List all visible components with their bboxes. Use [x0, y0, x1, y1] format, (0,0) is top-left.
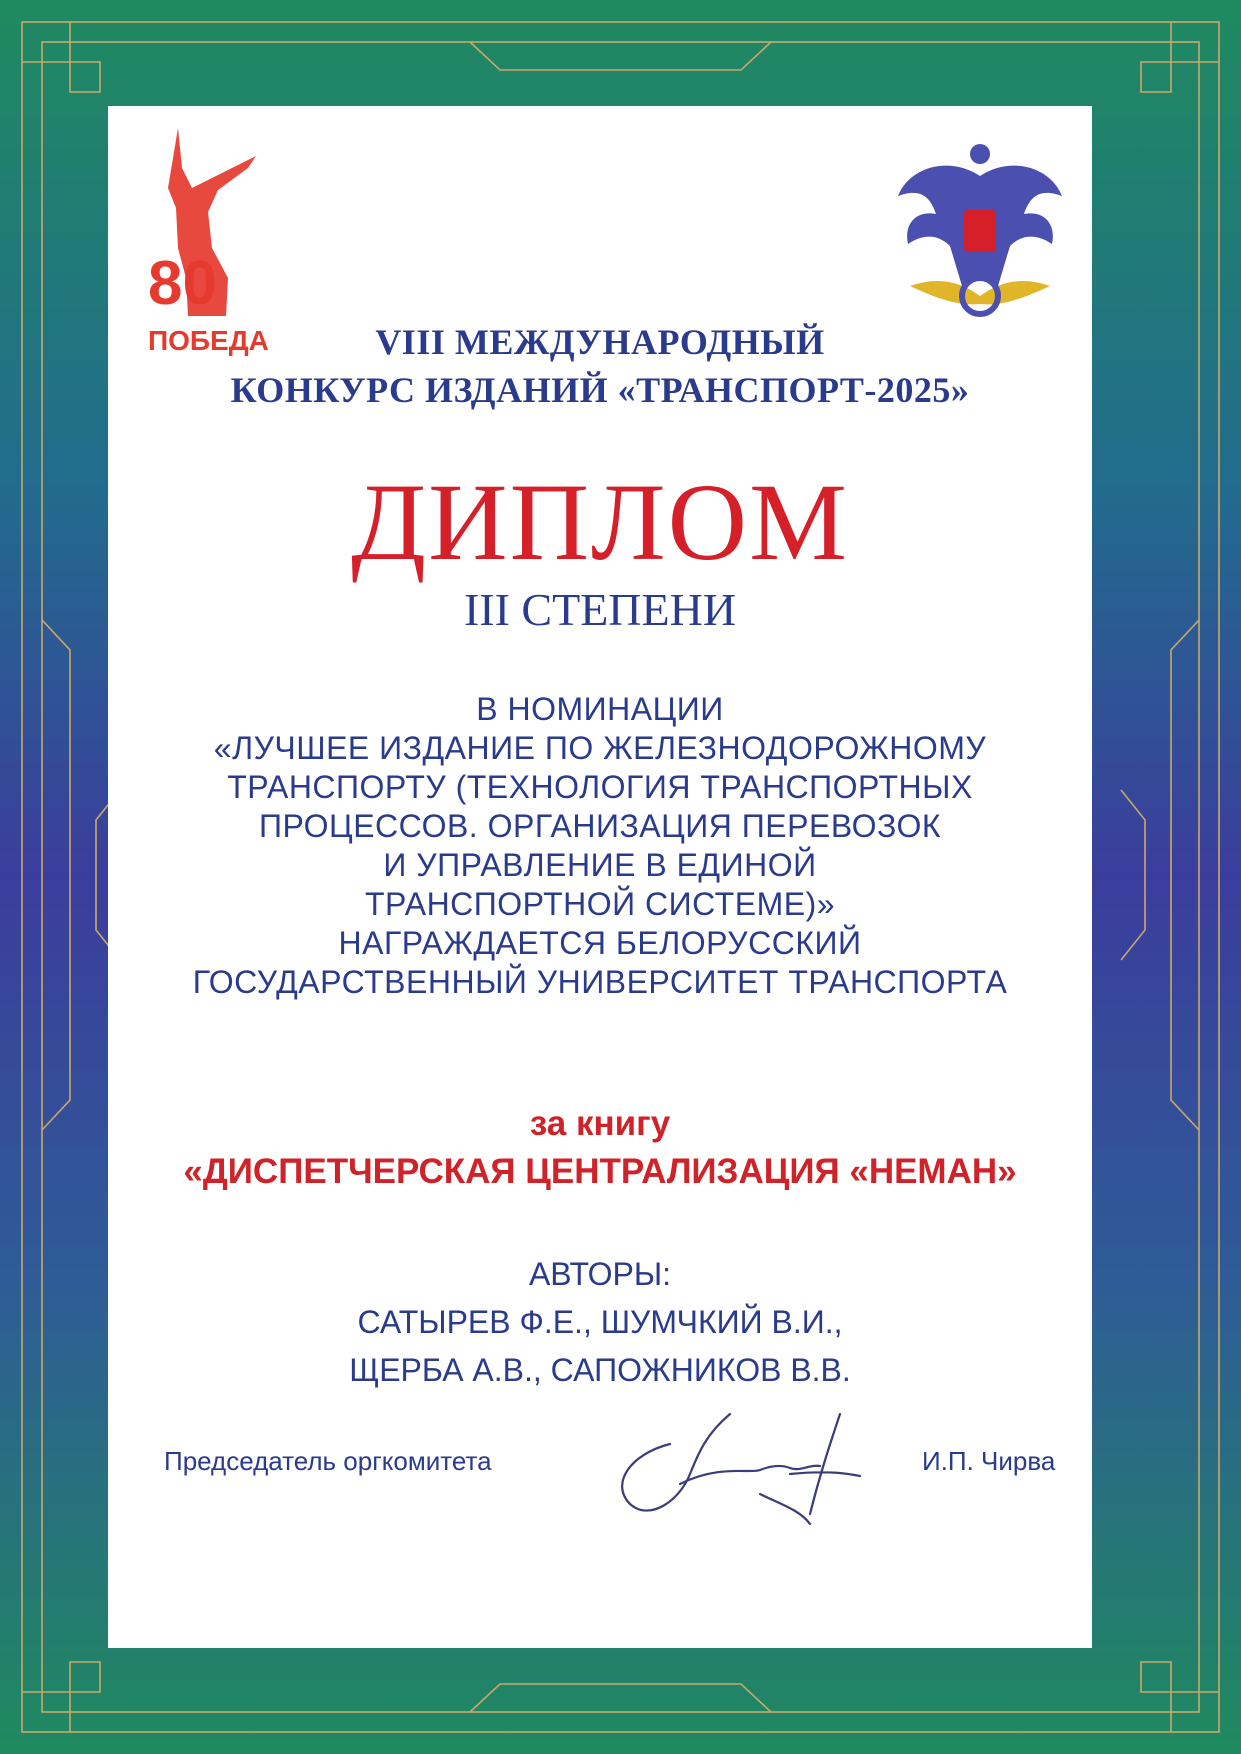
nomination-text	[108, 690, 1092, 1002]
svg-text:80: 80	[148, 249, 217, 318]
book-title-name: «ДИСПЕТЧЕРСКАЯ ЦЕНТРАЛИЗАЦИЯ «НЕМАН»	[183, 1152, 1017, 1191]
signatory-name: И.П. Чирва	[922, 1446, 1056, 1476]
nomination-line: В НОМИНАЦИИ	[476, 691, 724, 727]
authors-block	[108, 1250, 1092, 1394]
handwritten-signature	[610, 1404, 890, 1540]
double-headed-eagle-emblem-icon	[898, 144, 1062, 314]
nomination-line: ТРАНСПОРТНОЙ СИСТЕМЕ)»	[364, 886, 836, 922]
nomination-line: ТРАНСПОРТУ (ТЕХНОЛОГИЯ ТРАНСПОРТНЫХ	[227, 769, 973, 805]
authors-names: ЩЕРБА А.В., САПОЖНИКОВ В.В.	[349, 1352, 851, 1388]
nomination-line: ГОСУДАРСТВЕННЫЙ УНИВЕРСИТЕТ ТРАНСПОРТА	[192, 964, 1008, 1000]
transport-emblem-logo	[890, 136, 1070, 326]
nomination-line: «ЛУЧШЕЕ ИЗДАНИЕ ПО ЖЕЛЕЗНОДОРОЖНОМУ	[213, 730, 987, 766]
book-title-prefix: за книгу	[529, 1104, 671, 1143]
diploma-degree: III СТЕПЕНИ	[463, 584, 737, 635]
signatory-position: Председатель оргкомитета	[164, 1446, 492, 1476]
nomination-line: И УПРАВЛЕНИЕ В ЕДИНОЙ	[383, 847, 817, 883]
contest-title-line-1: VIII МЕЖДУНАРОДНЫЙ	[375, 322, 825, 362]
contest-title	[108, 318, 1092, 414]
book-title	[108, 1100, 1092, 1196]
nomination-line: ПРОЦЕССОВ. ОРГАНИЗАЦИЯ ПЕРЕВОЗОК	[259, 808, 941, 844]
svg-text:ПОБЕДА!: ПОБЕДА!	[148, 325, 268, 356]
nomination-line: НАГРАЖДАЕТСЯ БЕЛОРУССКИЙ	[338, 925, 862, 961]
authors-names: САТЫРЕВ Ф.Е., ШУМЧКИЙ В.И.,	[357, 1304, 843, 1340]
diploma-title: ДИПЛОМ	[351, 461, 849, 583]
authors-heading: АВТОРЫ:	[528, 1256, 672, 1292]
contest-title-line-2: КОНКУРС ИЗДАНИЙ «ТРАНСПОРТ-2025»	[230, 370, 970, 410]
